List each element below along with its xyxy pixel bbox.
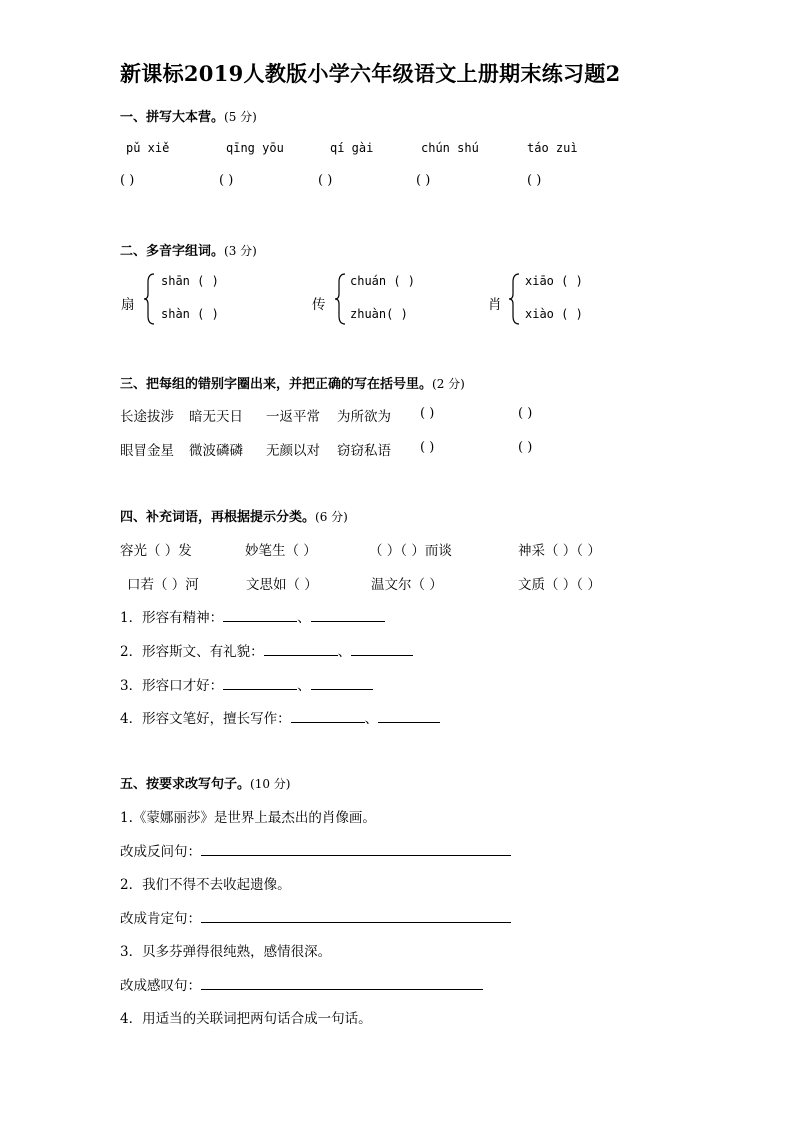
page-title: 新课标2019人教版小学六年级语文上册期末练习题2 — [120, 61, 621, 86]
polyphone-2-reading-1[interactable]: chuán ( ) — [350, 274, 416, 288]
section-3-heading — [120, 373, 465, 392]
idiom-1-4: 为所欲为 — [337, 409, 391, 425]
pinyin-1: pǔ xiě — [126, 141, 170, 155]
section-5-heading — [120, 773, 290, 792]
correction-blank-1-2[interactable]: ( ) — [518, 406, 533, 421]
answer-line[interactable] — [201, 843, 511, 856]
idiom-fill-2-3[interactable]: 温文尔（ ） — [371, 577, 443, 593]
rewrite-label: 改成反问句： — [120, 844, 201, 860]
rewrite-label: 改成感叹句： — [120, 978, 201, 994]
rewrite-question-4: 4．用适当的关联词把两句话合成一句话。 — [120, 1011, 372, 1027]
polyphone-char-1: 扇 — [121, 297, 135, 313]
idiom-fill-2-4[interactable]: 文质（ ）（ ） — [518, 577, 601, 593]
pinyin-5: táo zuì — [527, 141, 578, 155]
answer-line[interactable] — [223, 609, 297, 622]
idiom-1-3: 一返平常 — [266, 409, 320, 425]
answer-blank-3[interactable]: ( ) — [318, 173, 333, 188]
section-4-points: (6 分) — [315, 510, 348, 524]
polyphone-3-reading-2[interactable]: xiào ( ) — [525, 307, 583, 321]
polyphone-char-2: 传 — [312, 297, 326, 313]
idiom-2-1: 眼冒金星 — [120, 443, 174, 459]
classify-prompt-3 — [120, 674, 373, 694]
rewrite-question-3: 3．贝多芬弹得很纯熟，感情很深。 — [120, 944, 332, 960]
idiom-fill-2-2[interactable]: 文思如（ ） — [246, 577, 318, 593]
idiom-fill-1-4[interactable]: 神采（ ）（ ） — [518, 543, 601, 559]
answer-line[interactable] — [223, 677, 297, 690]
section-2-heading — [120, 240, 257, 259]
rewrite-answer-1 — [120, 840, 511, 860]
classify-prompt-1 — [120, 606, 385, 626]
answer-line[interactable] — [378, 710, 440, 723]
brace-icon — [333, 272, 347, 326]
classify-prompt-text: 1．形容有精神： — [120, 610, 224, 626]
idiom-2-2: 微波磷磷 — [189, 443, 243, 459]
idiom-fill-1-2[interactable]: 妙笔生（ ） — [245, 543, 317, 559]
rewrite-answer-2 — [120, 907, 511, 927]
classify-prompt-4 — [120, 707, 440, 727]
section-2-points: (3 分) — [224, 244, 257, 258]
answer-blank-5[interactable]: ( ) — [527, 173, 542, 188]
idiom-fill-1-3[interactable]: （ ）（ ）而谈 — [369, 543, 452, 559]
correction-blank-1-1[interactable]: ( ) — [420, 406, 435, 421]
polyphone-char-3: 肖 — [488, 297, 502, 313]
rewrite-answer-3 — [120, 974, 483, 994]
rewrite-question-1: 1.《蒙娜丽莎》是世界上最杰出的肖像画。 — [120, 810, 376, 826]
answer-line[interactable] — [264, 643, 338, 656]
brace-icon — [142, 272, 156, 326]
answer-line[interactable] — [201, 977, 483, 990]
separator: 、 — [297, 610, 311, 626]
idiom-1-1: 长途拔涉 — [120, 409, 174, 425]
section-5-title: 五、按要求改写句子。 — [120, 777, 251, 792]
polyphone-3-reading-1[interactable]: xiāo ( ) — [525, 274, 583, 288]
classify-prompt-text: 4．形容文笔好，擅长写作： — [120, 711, 291, 727]
section-4-title: 四、补充词语，再根据提示分类。 — [120, 510, 316, 525]
classify-prompt-2 — [120, 640, 413, 660]
correction-blank-2-1[interactable]: ( ) — [420, 440, 435, 455]
answer-line[interactable] — [351, 643, 413, 656]
separator: 、 — [297, 678, 311, 694]
section-1-points: (5 分) — [224, 110, 257, 124]
answer-line[interactable] — [311, 677, 373, 690]
classify-prompt-text: 3．形容口才好： — [120, 678, 224, 694]
answer-line[interactable] — [201, 910, 511, 923]
pinyin-2: qīng yōu — [226, 141, 284, 155]
polyphone-1-reading-2[interactable]: shàn ( ) — [161, 307, 219, 321]
polyphone-2-reading-2[interactable]: zhuàn( ) — [350, 307, 408, 321]
answer-blank-4[interactable]: ( ) — [416, 173, 431, 188]
polyphone-1-reading-1[interactable]: shān ( ) — [161, 274, 219, 288]
classify-prompt-text: 2．形容斯文、有礼貌： — [120, 644, 264, 660]
idiom-fill-2-1[interactable]: 口若（ ）河 — [127, 577, 199, 593]
answer-blank-2[interactable]: ( ) — [219, 173, 234, 188]
pinyin-4: chún shú — [421, 141, 479, 155]
separator: 、 — [364, 711, 379, 727]
pinyin-3: qí gài — [330, 141, 374, 155]
separator: 、 — [337, 644, 352, 660]
section-5-points: (10 分) — [250, 777, 291, 791]
section-3-title: 三、把每组的错别字圈出来，并把正确的写在括号里。 — [120, 377, 433, 392]
answer-blank-1[interactable]: ( ) — [120, 173, 135, 188]
idiom-fill-1-1[interactable]: 容光（ ）发 — [120, 543, 192, 559]
rewrite-label: 改成肯定句： — [120, 911, 201, 927]
brace-icon — [507, 272, 521, 326]
answer-line[interactable] — [311, 609, 385, 622]
section-4-heading — [120, 506, 348, 525]
answer-line[interactable] — [291, 710, 365, 723]
idiom-2-3: 无颜以对 — [266, 443, 320, 459]
idiom-1-2: 暗无天日 — [189, 409, 243, 425]
idiom-2-4: 窃窃私语 — [337, 443, 391, 459]
rewrite-question-2: 2．我们不得不去收起遗像。 — [120, 877, 291, 893]
section-3-points: (2 分) — [432, 377, 465, 391]
correction-blank-2-2[interactable]: ( ) — [518, 440, 533, 455]
section-2-title: 二、多音字组词。 — [120, 244, 225, 259]
section-1-title: 一、拼写大本营。 — [120, 110, 225, 125]
section-1-heading — [120, 106, 257, 125]
